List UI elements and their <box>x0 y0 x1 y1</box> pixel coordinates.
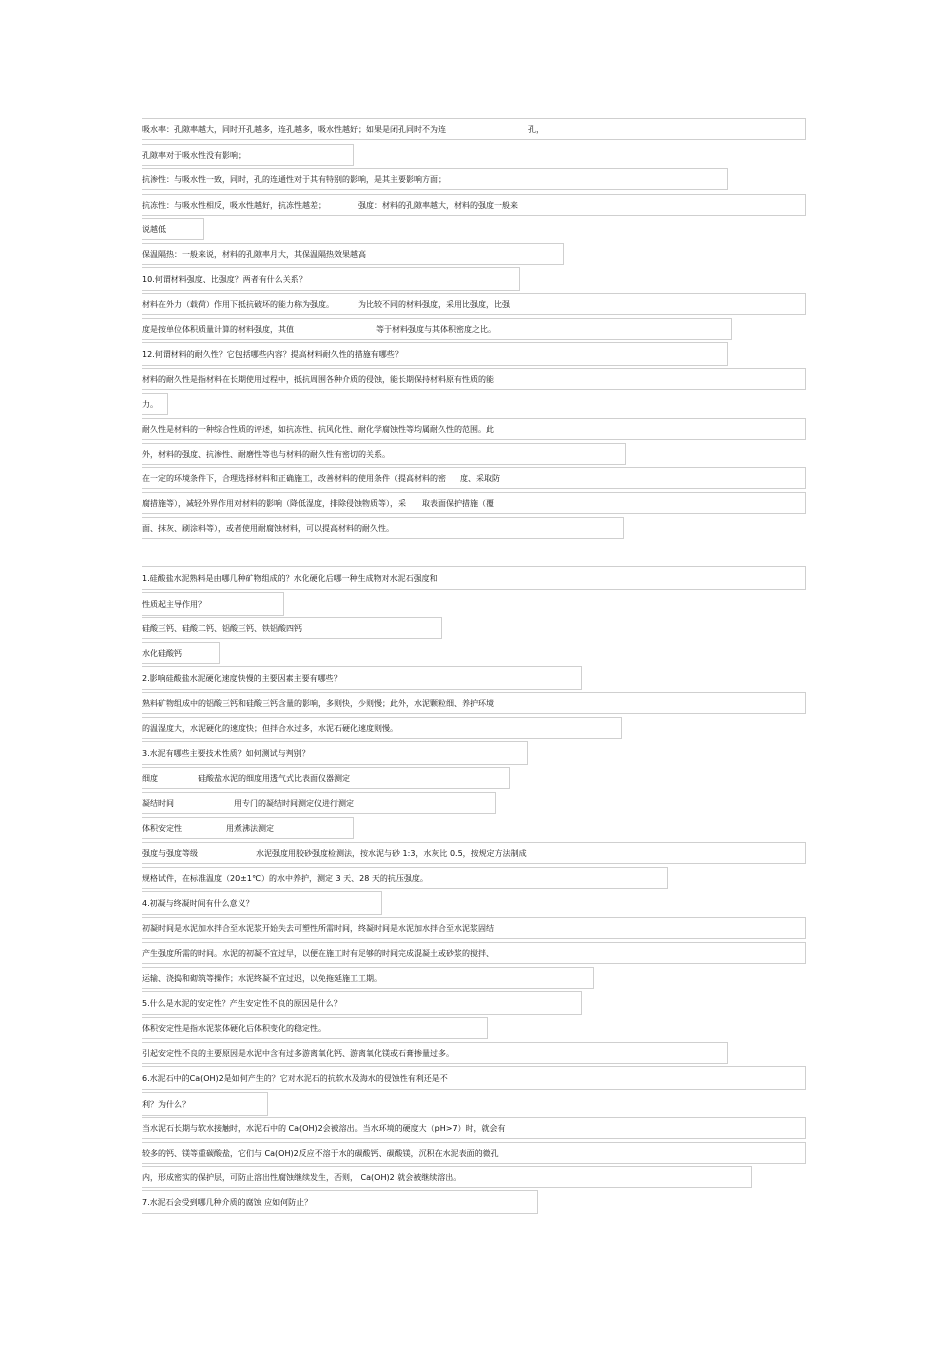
text-line: 内，形成密实的保护层，可防止溶出性腐蚀继续发生，否则， Ca(OH)2 就会被继续溶出。 <box>142 1166 752 1188</box>
text-line: 熟料矿物组成中的铝酸三钙和硅酸三钙含量的影响，多则快，少则慢；此外，水泥颗粒细、养护环境 <box>142 692 806 714</box>
text-line: 力。 <box>142 393 168 415</box>
text-line: 引起安定性不良的主要原因是水泥中含有过多游离氧化钙、游离氧化镁或石膏掺量过多。 <box>142 1042 728 1064</box>
text-line: 耐久性是材料的一种综合性质的评述，如抗冻性、抗风化性、耐化学腐蚀性等均属耐久性的范围。此 <box>142 418 806 440</box>
text-line: 硅酸三钙、硅酸二钙、铝酸三钙、铁铝酸四钙 <box>142 617 442 639</box>
text-line: 在一定的环境条件下，合理选择材料和正确施工，改善材料的使用条件（提高材料的密 度、采取防 <box>142 467 806 489</box>
text-line: 面、抹灰、刷涂料等），或者使用耐腐蚀材料，可以提高材料的耐久性。 <box>142 517 624 539</box>
text-line: 初凝时间是水泥加水拌合至水泥浆开始失去可塑性所需时间，终凝时间是水泥加水拌合至水泥浆固结 <box>142 917 806 939</box>
section-heading: 12.何谓材料的耐久性？它包括哪些内容？提高材料耐久性的措施有哪些？ <box>142 342 728 366</box>
text-line: 细度 硅酸盐水泥的细度用透气式比表面仪器测定 <box>142 767 510 789</box>
text-line: 说越低 <box>142 218 204 240</box>
text-line: 外，材料的强度、抗渗性、耐磨性等也与材料的耐久性有密切的关系。 <box>142 443 626 465</box>
text-line: 水化硅酸钙 <box>142 642 220 664</box>
section-heading: 2.影响硅酸盐水泥硬化速度快慢的主要因素主要有哪些？ <box>142 666 582 690</box>
section-heading: 1.硅酸盐水泥熟料是由哪几种矿物组成的？水化硬化后哪一种生成物对水泥石强度和 <box>142 566 806 590</box>
text-line: 凝结时间 用专门的凝结时间测定仪进行测定 <box>142 792 496 814</box>
text-line: 强度与强度等级 水泥强度用胶砂强度检测法，按水泥与砂 1:3，水灰比 0.5，按规定方法制成 <box>142 842 806 864</box>
text-line: 较多的钙、镁等重碳酸盐，它们与 Ca(OH)2反应不溶于水的碳酸钙、碳酸镁，沉积在水泥表面的微孔 <box>142 1142 806 1164</box>
text-line: 产生强度所需的时间。水泥的初凝不宜过早，以便在施工时有足够的时间完成混凝土或砂浆的搅拌、 <box>142 942 806 964</box>
section-heading: 性质起主导作用？ <box>142 592 284 616</box>
text-line: 材料的耐久性是指材料在长期使用过程中，抵抗周围各种介质的侵蚀，能长期保持材料原有性质的能 <box>142 368 806 390</box>
section-heading: 利？为什么？ <box>142 1092 268 1116</box>
section-heading: 6.水泥石中的Ca(OH)2是如何产生的？它对水泥石的抗软水及海水的侵蚀性有利还是不 <box>142 1066 806 1090</box>
section-heading: 10.何谓材料强度、比强度？两者有什么关系？ <box>142 267 520 291</box>
text-line: 材料在外力（载荷）作用下抵抗破坏的能力称为强度。 为比较不同的材料强度，采用比强度，比强 <box>142 293 806 315</box>
section-heading: 4.初凝与终凝时间有什么意义？ <box>142 891 382 915</box>
section-heading: 5.什么是水泥的安定性？产生安定性不良的原因是什么？ <box>142 991 582 1015</box>
text-line: 体积安定性 用煮沸法测定 <box>142 817 354 839</box>
text-line: 的温湿度大，水泥硬化的速度快；但拌合水过多，水泥石硬化速度则慢。 <box>142 717 622 739</box>
text-line: 当水泥石长期与软水接触时，水泥石中的 Ca(OH)2会被溶出。当水环境的硬度大（pH>7）时，就会有 <box>142 1117 806 1139</box>
text-line: 运输、浇捣和砌筑等操作；水泥终凝不宜过迟，以免拖延施工工期。 <box>142 967 594 989</box>
text-line: 腐措施等），减轻外界作用对材料的影响（降低湿度，排除侵蚀物质等），采 取表面保护措施（覆 <box>142 492 806 514</box>
text-line: 度是按单位体积质量计算的材料强度，其值 等于材料强度与其体积密度之比。 <box>142 318 732 340</box>
text-line: 保温隔热：一般来说，材料的孔隙率月大，其保温隔热效果越高 <box>142 243 564 265</box>
section-heading: 3.水泥有哪些主要技术性质？如何测试与判别？ <box>142 741 528 765</box>
text-line: 体积安定性是指水泥浆体硬化后体积变化的稳定性。 <box>142 1017 488 1039</box>
text-line: 吸水率：孔隙率越大，同时开孔越多，连孔越多，吸水性越好；如果是闭孔同时不为连 孔， <box>142 118 806 140</box>
text-line: 抗渗性：与吸水性一致，同时，孔的连通性对于其有特别的影响，是其主要影响方面； <box>142 168 728 190</box>
text-line: 抗冻性：与吸水性相反，吸水性越好，抗冻性越差； 强度：材料的孔隙率越大，材料的强度一般来 <box>142 194 806 216</box>
text-line: 规格试件，在标准温度（20±1℃）的水中养护，测定 3 天、28 天的抗压强度。 <box>142 867 668 889</box>
text-line: 孔隙率对于吸水性没有影响； <box>142 144 354 166</box>
section-heading: 7.水泥石会受到哪几种介质的腐蚀 应如何防止？ <box>142 1190 538 1214</box>
